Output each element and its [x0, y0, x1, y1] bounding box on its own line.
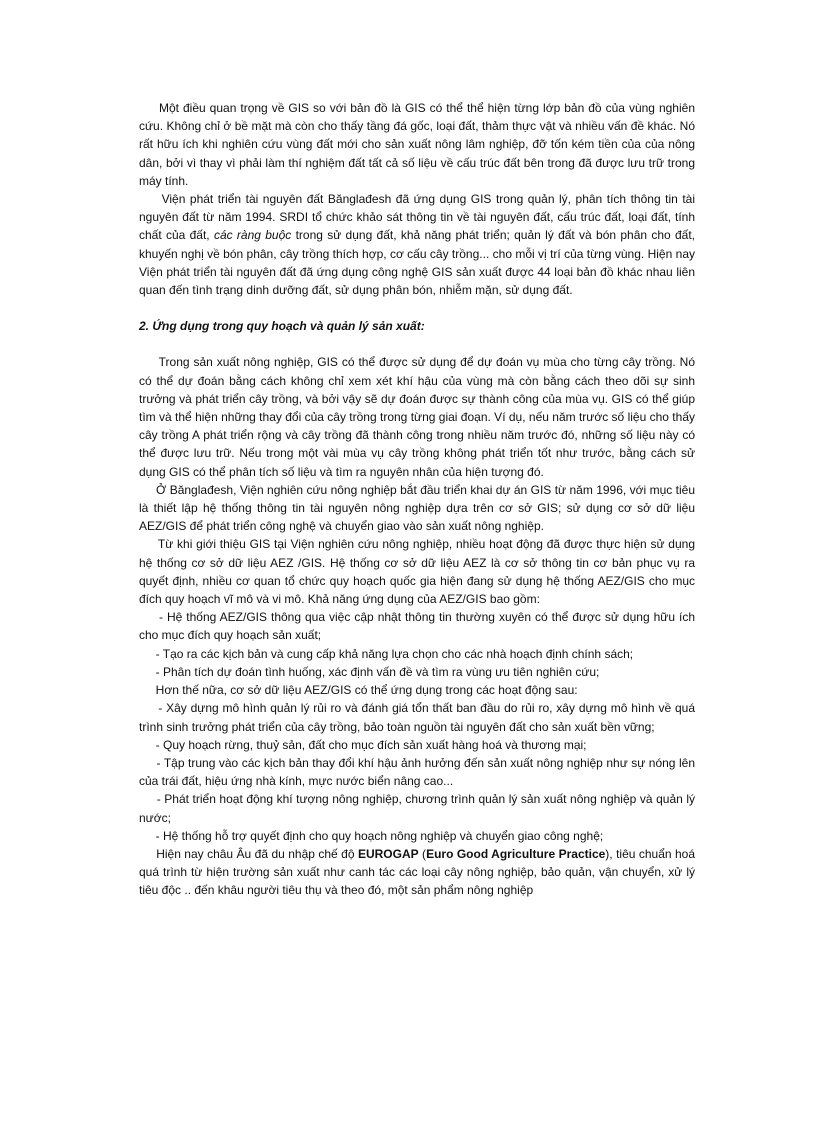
paragraph-srdi-italic: các ràng buộc: [213, 228, 292, 243]
eurogap-term: EUROGAP: [357, 846, 419, 861]
paragraph-barc: [139, 481, 695, 536]
paragraph-srdi-part2: trong sử dụng đất, khả năng phát triển; quản lý đất và bón phân cho đất, khuyến nghị về bón phân, cây trồng thích hợp, cơ cấu cây trồng... cho mỗi vị trí của từng vùng. Hiện nay Viện phát triển tài nguyên đất đã ứng dụng công nghệ GIS sản xuất được 44 loại bản đồ khác nhau liên quan đến tình trạng dinh dưỡng đất, sử dụng phân bón, nhiễm mặn, sử dụng đất.: [139, 228, 696, 298]
paragraph-aez-apps: [139, 681, 695, 699]
list-item: [139, 736, 695, 754]
list-item: [139, 608, 695, 644]
list-item-text: - Hệ thống AEZ/GIS thông qua việc cập nhật thông tin thường xuyên có thể được sử dụng hữu ích cho mục đích quy hoạch sản xuất;: [139, 610, 695, 643]
list-item: [139, 827, 695, 845]
list-item: [139, 645, 695, 663]
paragraph-gis-layers: Một điều quan trọng về GIS so với bản đồ là GIS có thể thể hiện từng lớp bản đồ của vùng nghiên cứu. Không chỉ ở bề mặt mà còn cho thấy tầng đá gốc, loại đất, thảm thực vật và nhiều vấn đề khác. Nó rất hữu ích khi nghiên cứu vùng đất mới cho sản xuất nông lâm nghiệp, đỡ tốn kém tiền của của nông dân, bởi vì thay vì phải làm thí nghiệm đất tất cả số liệu về cấu trúc đất bên trong đã được lưu trữ trong máy tính.: [139, 101, 695, 188]
document-page: [139, 99, 695, 900]
paragraph-text: Hơn thế nữa, cơ sở dữ liệu AEZ/GIS có thể ứng dụng trong các hoạt động sau:: [155, 683, 578, 698]
paragraph-text: Ở Bănglađesh, Viện nghiên cứu nông nghiệp bắt đầu triển khai dự án GIS từ năm 1996, với mục tiêu là thiết lập hệ thống thông tin tài nguyên nông nghiệp dựa trên cơ sở GIS; sử dụng cơ sở dữ liệu AEZ/GIS để phát triển công nghệ và chuyển giao vào sản xuất nông nghiệp.: [139, 482, 695, 534]
list-item-text: - Phát triển hoạt động khí tượng nông nghiệp, chương trình quản lý sản xuất nông nghiệp và quản lý nước;: [139, 792, 696, 825]
paragraph-srdi: [139, 190, 695, 299]
list-item-text: - Tạo ra các kịch bản và cung cấp khả năng lựa chọn cho các nhà hoạch định chính sách;: [155, 646, 634, 661]
list-item: [139, 790, 695, 826]
list-item: [139, 663, 695, 681]
list-item-text: - Phân tích dự đoán tình huống, xác định vấn đề và tìm ra vùng ưu tiên nghiên cứu;: [155, 664, 600, 679]
paragraph-eurogap: [139, 845, 695, 900]
paragraph-text: Từ khi giới thiệu GIS tại Viện nghiên cứu nông nghiệp, nhiều hoạt động đã được thực hiện sử dụng hệ thống cơ sở dữ liệu AEZ /GIS. Hệ thống cơ sở dữ liệu AEZ là cơ sở thông tin cơ bản phục vụ ra quyết định, nhiều cơ quan tổ chức quy hoạch quốc gia hiện đang sử dụng hệ thống AEZ/GIS cho mục đích quy hoạch vĩ mô và vi mô. Khả năng ứng dụng của AEZ/GIS bao gồm:: [139, 537, 695, 607]
paragraph-aez-intro: [139, 535, 695, 608]
section-heading: 2. Ứng dụng trong quy hoạch và quản lý sản xuất:: [139, 319, 425, 334]
paragraph-crop-forecast: [139, 353, 695, 480]
paragraph-srdi-part1: Viện phát triển tài nguyên đất Bănglađesh đã ứng dụng GIS trong quản lý, phân tích thông tin tài nguyên đất từ năm 1994. SRDI tổ chức khảo sát thông tin về tài nguyên đất, cấu trúc đất, loại đất, tính chất của đất,: [139, 192, 695, 243]
paragraph-text: Hiện nay châu Âu đã du nhập chế độ: [156, 846, 358, 861]
list-item: [139, 699, 695, 735]
eurogap-expansion: Euro Good Agriculture Practice: [426, 846, 606, 861]
list-item: [139, 754, 695, 790]
list-item-text: - Tập trung vào các kịch bản thay đổi khí hậu ảnh hưởng đến sản xuất nông nghiệp như sự nóng lên của trái đất, hiệu ứng nhà kính, mực nước biển nâng cao...: [139, 755, 695, 789]
list-item-text: - Quy hoạch rừng, thuỷ sản, đất cho mục đích sản xuất hàng hoá và thương mại;: [155, 737, 587, 752]
paragraph-text: ), tiêu chuẩn hoá quá trình từ hiện trường sản xuất như canh tác các loại cây nông nghiệp, bảo quản, vận chuyển, xử lý tiêu độc .. đến khâu người tiêu thụ và theo đó, một sản phẩm nông nghiệp: [139, 846, 695, 898]
paragraph-text: Trong sản xuất nông nghiệp, GIS có thể được sử dụng để dự đoán vụ mùa cho từng cây trồng. Nó có thể dự đoán bằng cách không chỉ xem xét khí hậu của vùng mà còn bằng cách theo dõi sự sinh trưởng và phát triển cây trồng, và bởi vậy sẽ dự đoán được sự thành công của mùa vụ. GIS có thể giúp tìm và thể hiện những thay đổi của cây trồng trong từng giai đoạn. Ví dụ, nếu năm trước số liệu cho thấy cây trồng A phát triển rộng và cây trồng đã thành công trong nhiều năm trước đó, những số liệu này có thể được lưu trữ. Nếu trong một vài mùa vụ cây trồng không phát triển tốt như trước, bằng cách sử dụng GIS có thể phân tích số liệu và tìm ra nguyên nhân của hiện tượng đó.: [139, 355, 696, 479]
paragraph-text: (: [418, 846, 427, 861]
list-item-text: - Xây dựng mô hình quản lý rủi ro và đánh giá tổn thất ban đầu do rủi ro, xây dựng mô hình về quá trình sinh trưởng phát triển của cây trồng, bảo toàn nguồn tài nguyên đất cho sản xuất bền vững;: [139, 701, 695, 734]
list-item-text: - Hệ thống hỗ trợ quyết định cho quy hoạch nông nghiệp và chuyển giao công nghệ;: [155, 828, 604, 843]
